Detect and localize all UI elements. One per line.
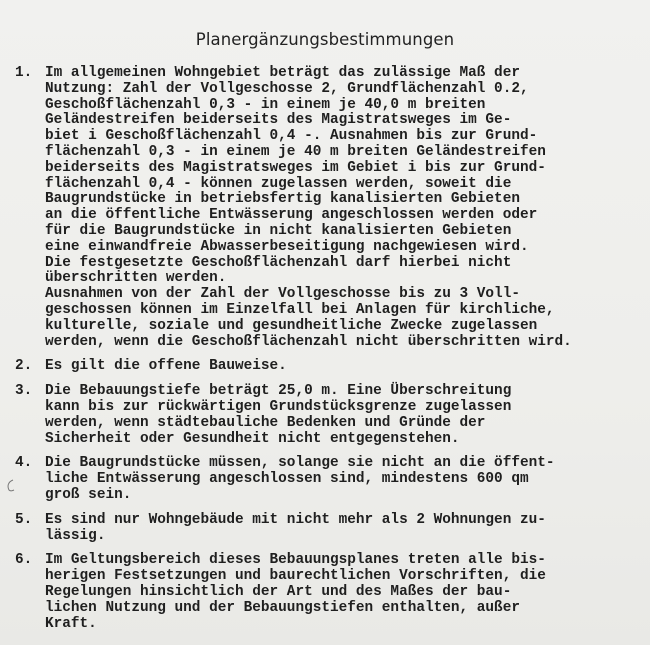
text-line: Im allgemeinen Wohngebiet beträgt das zulässige Maß der <box>45 65 520 81</box>
text-line: eine einwandfreie Abwasserbeseitigung nachgewiesen wird. <box>45 238 529 255</box>
page-title: Planergänzungsbestimmungen <box>195 30 455 49</box>
text-line: Es sind nur Wohngebäude mit nicht mehr als 2 Wohnungen zu- <box>45 511 546 528</box>
text-line: kulturelle, soziale und gesundheitliche Zwecke zugelassen <box>45 317 538 334</box>
margin-pencil-mark <box>4 479 16 493</box>
text-line: biet i Geschoßflächenzahl 0,4 -. Ausnahmen bis zur Grund- <box>45 128 538 145</box>
text-line: Es gilt die offene Bauweise. <box>45 358 287 375</box>
text-line: Die Baugrundstücke müssen, solange sie nicht an die öffent- <box>45 455 555 472</box>
text-line: Geländestreifen beiderseits des Magistratsweges im Ge- <box>45 112 512 129</box>
text-line: Nutzung: Zahl der Vollgeschosse 2, Grundflächenzahl 0.2, <box>45 80 529 97</box>
text-line: an die öffentliche Entwässerung angeschlossen werden oder <box>45 207 538 224</box>
text-line: Kraft. <box>45 615 97 632</box>
item-number: 6. <box>15 552 33 569</box>
provisions-list <box>15 66 645 632</box>
text-line: kann bis zur rückwärtigen Grundstücksgrenze zugelassen <box>45 398 512 415</box>
list-item <box>15 456 645 503</box>
item-number: 1. <box>15 65 33 81</box>
text-line: Geschoßflächenzahl 0,3 - in einem je 40,0 m breiten <box>45 96 486 113</box>
list-item <box>15 66 645 350</box>
item-text <box>45 384 645 447</box>
text-line: Regelungen hinsichtlich der Art und des Maßes der bau- <box>45 583 512 600</box>
item-text <box>45 513 645 545</box>
text-line: geschossen können im Einzelfall bei Anlagen für kirchliche, <box>45 301 555 318</box>
text-line: herigen Festsetzungen und baurechtlichen Vorschriften, die <box>45 568 546 585</box>
text-line: groß sein. <box>45 486 132 503</box>
text-line: Sicherheit oder Gesundheit nicht entgegenstehen. <box>45 430 460 447</box>
text-line: Die Bebauungstiefe beträgt 25,0 m. Eine Überschreitung <box>45 383 512 400</box>
list-item <box>15 384 645 447</box>
text-line: werden, wenn städtebauliche Bedenken und Gründe der <box>45 414 486 431</box>
text-line: Im Geltungsbereich dieses Bebauungsplanes treten alle bis- <box>45 552 546 569</box>
item-text <box>45 66 645 350</box>
list-item <box>15 553 645 632</box>
item-number: 5. <box>15 511 33 528</box>
item-number: 4. <box>15 455 33 472</box>
list-item <box>15 513 645 545</box>
text-line: werden, wenn die Geschoßflächenzahl nicht überschritten wird. <box>45 333 572 350</box>
text-line: liche Entwässerung angeschlossen sind, mindestens 600 qm <box>45 471 529 488</box>
text-line: flächenzahl 0,3 - in einem je 40 m breiten Geländestreifen <box>45 143 546 160</box>
text-line: überschritten werden. <box>45 270 227 287</box>
text-line: flächenzahl 0,4 - können zugelassen werden, soweit die <box>45 175 512 192</box>
text-line: beiderseits des Magistratsweges im Gebiet i bis zur Grund- <box>45 159 546 176</box>
item-text <box>45 456 645 503</box>
item-number: 2. <box>15 358 33 375</box>
item-text <box>45 553 645 632</box>
text-line: lichen Nutzung und der Bebauungstiefen enthalten, außer <box>45 599 520 616</box>
item-text <box>45 359 645 375</box>
text-line: für die Baugrundstücke in nicht kanalisierten Gebieten <box>45 222 512 239</box>
text-line: Ausnahmen von der Zahl der Vollgeschosse bis zu 3 Voll- <box>45 286 520 303</box>
list-item <box>15 359 645 375</box>
item-number: 3. <box>15 383 33 400</box>
text-line: lässig. <box>45 527 106 544</box>
text-line: Die festgesetzte Geschoßflächenzahl darf hierbei nicht <box>45 254 512 271</box>
text-line: Baugrundstücke in betriebsfertig kanalisierten Gebieten <box>45 191 520 208</box>
